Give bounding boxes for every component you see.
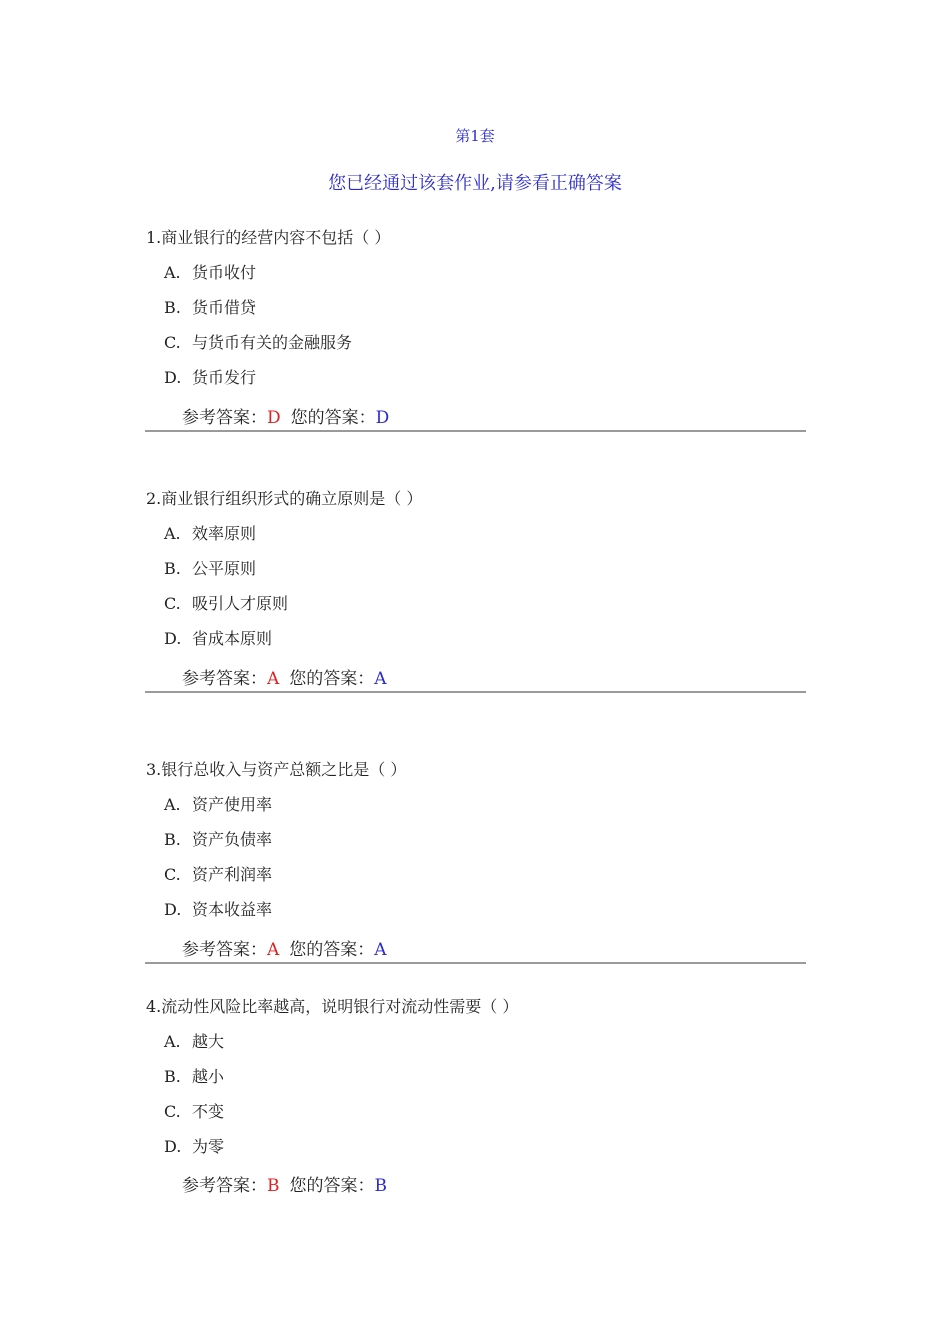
- option-text: 资本收益率: [192, 900, 273, 919]
- option-b: [164, 558, 256, 580]
- divider: [145, 430, 806, 432]
- option-c: [164, 864, 272, 886]
- option-letter: D.: [164, 629, 182, 648]
- option-c: [164, 593, 288, 615]
- option-a: [164, 1031, 224, 1053]
- ref-answer-value: A: [267, 940, 280, 960]
- divider: [145, 962, 806, 964]
- option-letter: A.: [164, 1032, 181, 1051]
- option-a: [164, 262, 256, 284]
- option-b: [164, 829, 272, 851]
- option-c: [164, 332, 352, 354]
- option-letter: C.: [164, 1102, 181, 1121]
- option-text: 不变: [192, 1102, 225, 1121]
- option-d: [164, 1136, 224, 1158]
- option-text: 货币借贷: [192, 298, 257, 317]
- passed-message: 您已经通过该套作业,请参看正确答案: [328, 173, 622, 194]
- answer-line: [182, 938, 387, 962]
- option-text: 资产使用率: [192, 795, 273, 814]
- option-letter: B.: [164, 1067, 181, 1086]
- option-text: 省成本原则: [192, 629, 273, 648]
- option-text: 资产负债率: [192, 830, 273, 849]
- question-stem: 2.商业银行组织形式的确立原则是（ ）: [146, 489, 423, 508]
- answer-line: [182, 667, 387, 691]
- option-a: [164, 794, 272, 816]
- option-text: 货币发行: [192, 368, 257, 387]
- option-text: 与货币有关的金融服务: [192, 333, 353, 352]
- ref-answer-label: 参考答案：: [182, 669, 267, 689]
- option-text: 货币收付: [192, 263, 257, 282]
- option-letter: C.: [164, 594, 181, 613]
- question-stem: 4.流动性风险比率越高，说明银行对流动性需要（ ）: [146, 997, 519, 1016]
- your-answer-label: 您的答案：: [289, 940, 375, 960]
- your-answer-label: 您的答案：: [290, 408, 376, 428]
- option-letter: A.: [164, 524, 181, 543]
- option-letter: B.: [164, 830, 181, 849]
- option-text: 效率原则: [192, 524, 257, 543]
- your-answer-label: 您的答案：: [289, 1176, 375, 1196]
- ref-answer-value: D: [267, 408, 281, 428]
- question-stem: 3.银行总收入与资产总额之比是（ ）: [146, 760, 407, 779]
- option-text: 吸引人才原则: [192, 594, 289, 613]
- ref-answer-label: 参考答案：: [182, 408, 267, 428]
- option-letter: D.: [164, 1137, 182, 1156]
- option-d: [164, 628, 272, 650]
- option-letter: D.: [164, 368, 182, 387]
- option-letter: C.: [164, 333, 181, 352]
- option-d: [164, 899, 272, 921]
- option-text: 越大: [192, 1032, 225, 1051]
- option-letter: B.: [164, 559, 181, 578]
- your-answer-value: B: [374, 1176, 387, 1196]
- option-text: 资产利润率: [192, 865, 273, 884]
- set-title: 第1套: [455, 127, 495, 145]
- option-b: [164, 1066, 224, 1088]
- question-stem: 1.商业银行的经营内容不包括（ ）: [146, 228, 391, 247]
- your-answer-value: A: [374, 940, 387, 960]
- option-letter: A.: [164, 263, 181, 282]
- option-letter: B.: [164, 298, 181, 317]
- option-text: 公平原则: [192, 559, 257, 578]
- ref-answer-label: 参考答案：: [182, 940, 267, 960]
- ref-answer-value: A: [267, 669, 280, 689]
- your-answer-label: 您的答案：: [289, 669, 375, 689]
- your-answer-value: D: [375, 408, 390, 428]
- ref-answer-value: B: [267, 1176, 280, 1196]
- option-letter: A.: [164, 795, 181, 814]
- option-c: [164, 1101, 224, 1123]
- option-d: [164, 367, 256, 389]
- option-letter: D.: [164, 900, 182, 919]
- option-b: [164, 297, 256, 319]
- your-answer-value: A: [374, 669, 387, 689]
- option-text: 越小: [192, 1067, 225, 1086]
- answer-line: [182, 1174, 387, 1198]
- option-letter: C.: [164, 865, 181, 884]
- option-text: 为零: [192, 1137, 225, 1156]
- answer-line: [182, 406, 389, 430]
- ref-answer-label: 参考答案：: [182, 1176, 267, 1196]
- option-a: [164, 523, 256, 545]
- divider: [145, 691, 806, 693]
